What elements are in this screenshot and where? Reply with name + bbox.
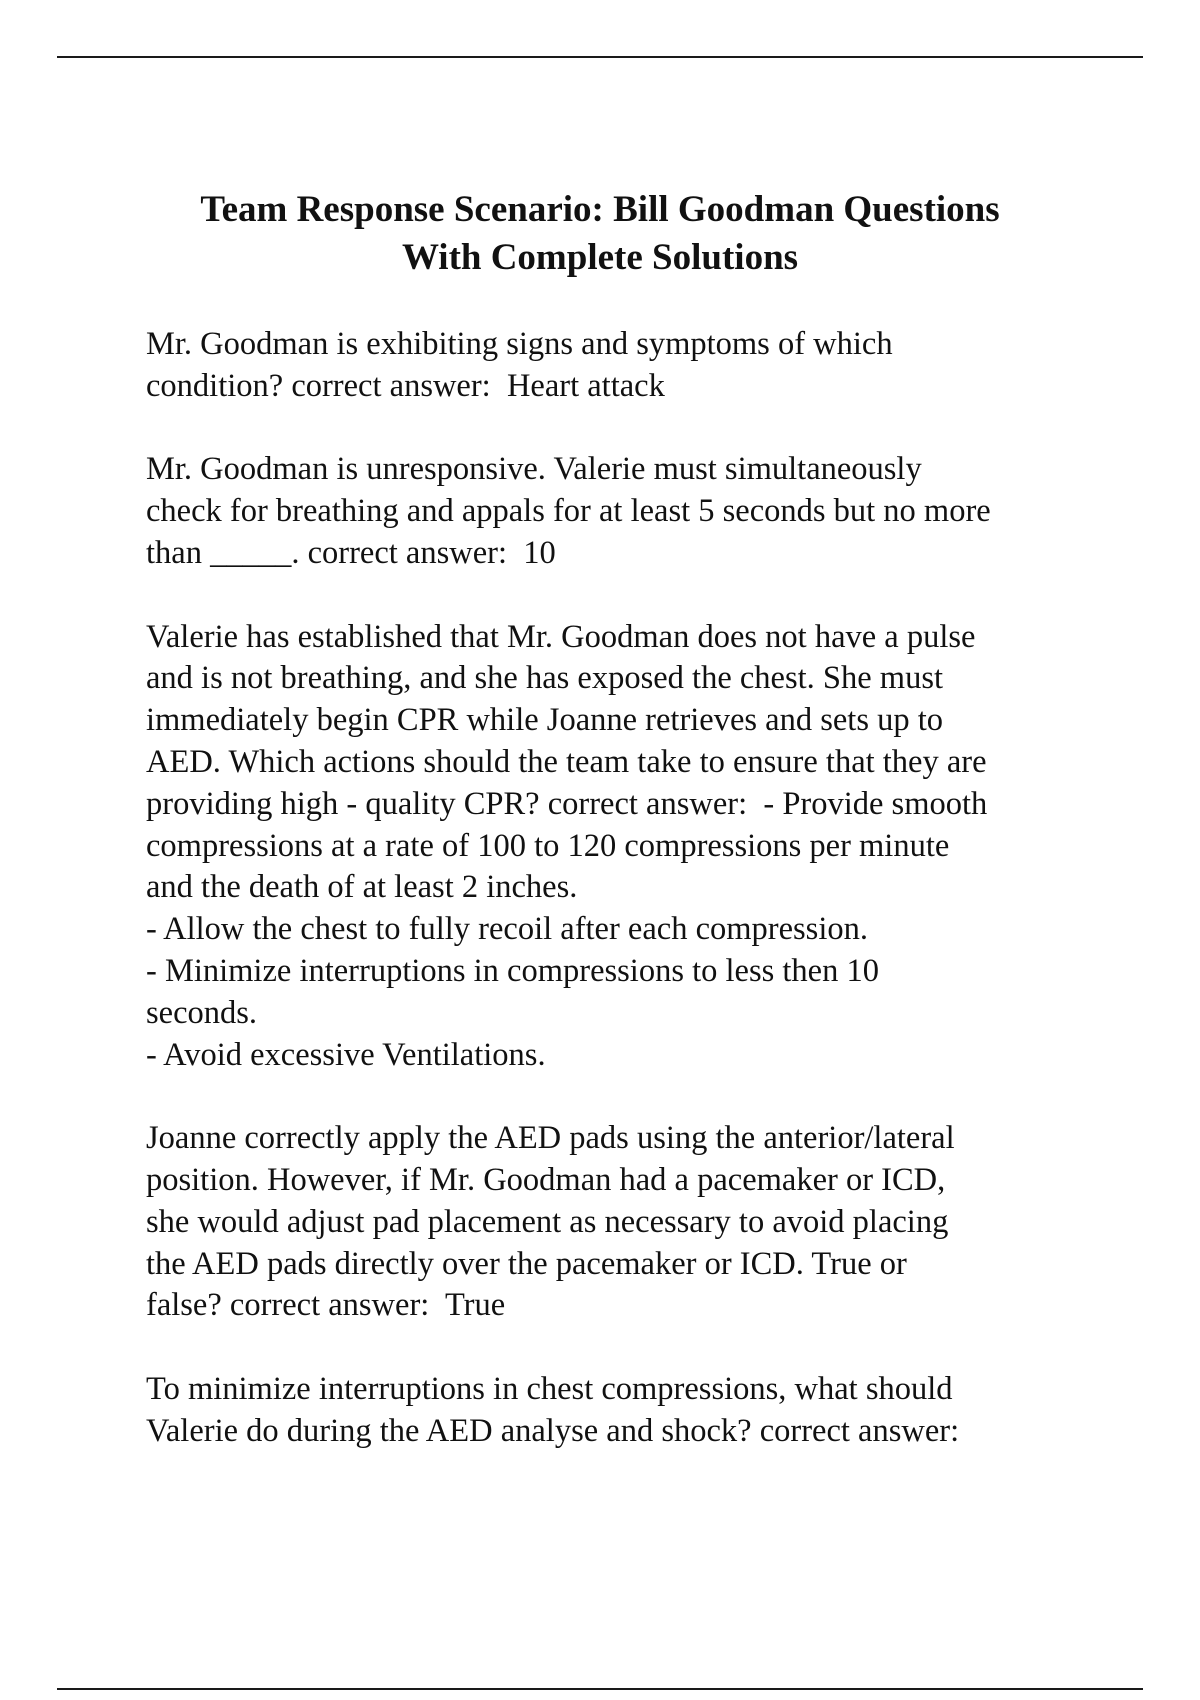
- text-line: - Minimize interruptions in compressions to less then 10: [146, 952, 879, 989]
- text-line: condition? correct answer: Heart attack: [146, 367, 665, 404]
- text-line: Valerie do during the AED analyse and shock? correct answer:: [146, 1412, 960, 1449]
- text-line: and is not breathing, and she has exposed the chest. She must: [146, 660, 943, 697]
- document-title: [100, 186, 1100, 282]
- text-line: seconds.: [146, 994, 258, 1031]
- title-line-1: Team Response Scenario: Bill Goodman Questions: [200, 189, 1000, 230]
- text-line: Mr. Goodman is exhibiting signs and symptoms of which: [146, 326, 893, 362]
- document-body: [146, 324, 1146, 1453]
- text-line: - Avoid excessive Ventilations.: [146, 1036, 546, 1073]
- text-line: immediately begin CPR while Joanne retrieves and sets up to: [146, 702, 943, 739]
- qa-entry-1: [146, 324, 1146, 408]
- text-line: providing high - quality CPR? correct answer: - Provide smooth: [146, 785, 988, 822]
- text-line: AED. Which actions should the team take to ensure that they are: [146, 743, 987, 780]
- text-line: compressions at a rate of 100 to 120 compressions per minute: [146, 827, 950, 864]
- text-line: To minimize interruptions in chest compressions, what should: [146, 1370, 953, 1407]
- text-line: Joanne correctly apply the AED pads using the anterior/lateral: [146, 1120, 955, 1157]
- text-line: and the death of at least 2 inches.: [146, 869, 578, 906]
- text-line: check for breathing and appals for at least 5 seconds but no more: [146, 493, 991, 530]
- text-line: she would adjust pad placement as necessary to avoid placing: [146, 1203, 949, 1240]
- title-line-2: With Complete Solutions: [401, 237, 799, 278]
- qa-entry-5: [146, 1369, 1146, 1453]
- text-line: position. However, if Mr. Goodman had a pacemaker or ICD,: [146, 1161, 946, 1198]
- text-line: Mr. Goodman is unresponsive. Valerie must simultaneously: [146, 451, 922, 488]
- top-rule: [57, 56, 1143, 58]
- qa-entry-4: [146, 1118, 1146, 1327]
- qa-entry-3: [146, 617, 1146, 1077]
- text-line: - Allow the chest to fully recoil after each compression.: [146, 911, 868, 948]
- text-line: Valerie has established that Mr. Goodman does not have a pulse: [146, 618, 976, 655]
- qa-entry-2: [146, 449, 1146, 574]
- bottom-rule: [57, 1688, 1143, 1690]
- text-line: than _____. correct answer: 10: [146, 534, 556, 571]
- text-line: false? correct answer: True: [146, 1287, 506, 1324]
- text-line: the AED pads directly over the pacemaker or ICD. True or: [146, 1245, 907, 1282]
